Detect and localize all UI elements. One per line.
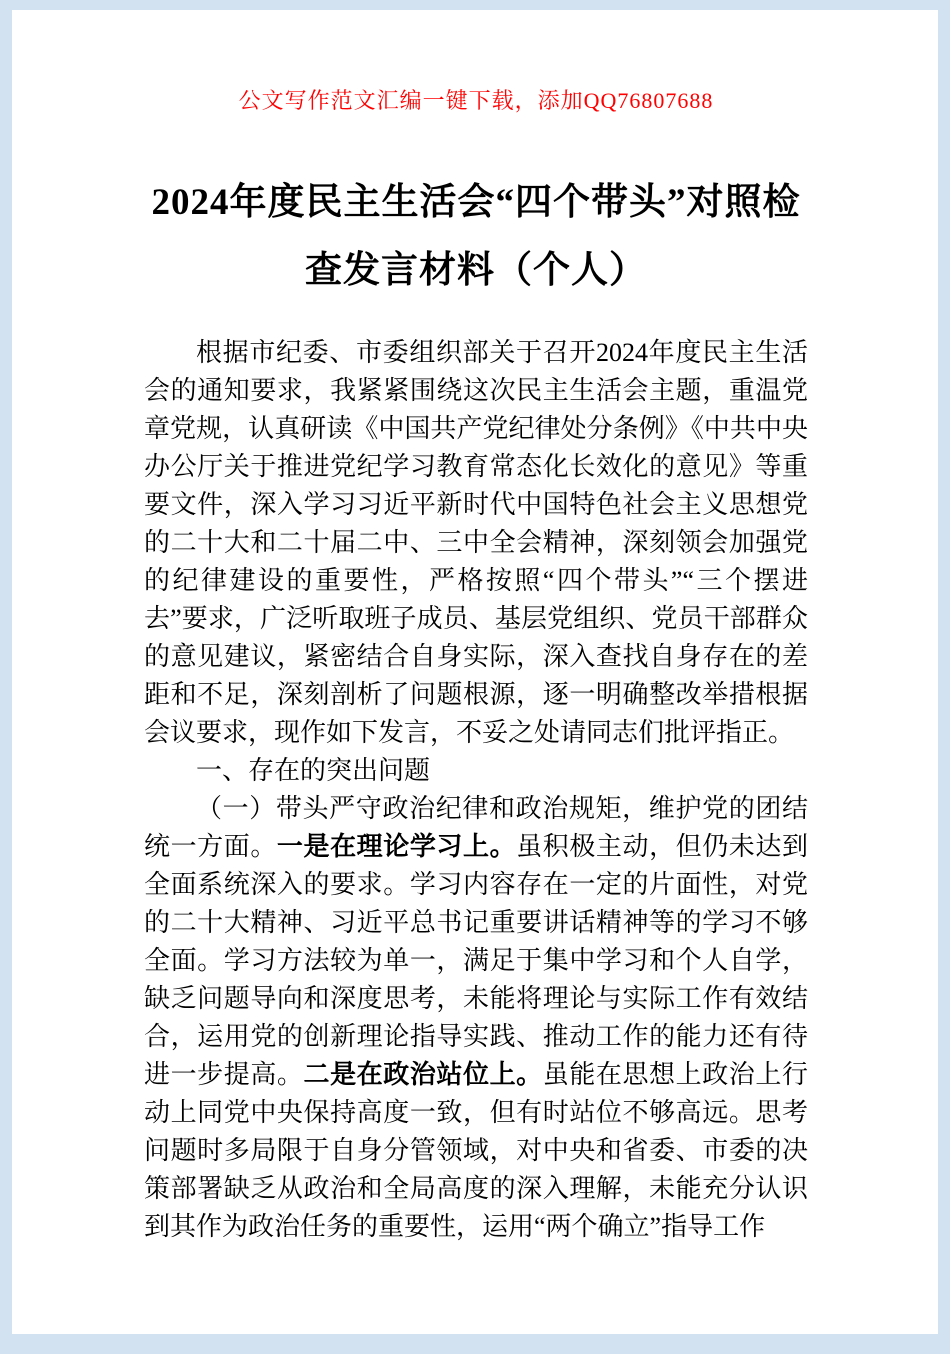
paragraph-opening xyxy=(144,334,808,752)
document-body xyxy=(144,334,808,1246)
bold-text-run: 二是在政治站位上。 xyxy=(303,1059,543,1089)
header-notice: 公文写作范文汇编一键下载，添加QQ76807688 xyxy=(238,88,714,113)
canvas-background xyxy=(0,10,950,1354)
text-run: （一）带头严守政治纪律和政治规矩，维护党的团结统一方面。 xyxy=(144,793,808,861)
document-title: 2024年度民主生活会“四个带头”对照检查发言材料（个人） xyxy=(151,182,801,292)
paragraph-section-heading xyxy=(144,752,808,790)
text-run: 虽积极主动，但仍未达到全面系统深入的要求。学习内容存在一定的片面性，对党的二十大精神、习近平总书记重要讲话精神等的学习不够全面。学习方法较为单一，满足于集中学习和个人自学，缺乏问题导向和深度思考，未能将理论与实际工作有效结合，运用党的创新理论指导实践、推动工作的能力还有待进一步提高。 xyxy=(144,831,808,1089)
text-run: 根据市纪委、市委组织部关于召开2024年度民主生活会的通知要求，我紧紧围绕这次民主生活会主题，重温党章党规，认真研读《中国共产党纪律处分条例》《中共中央办公厅关于推进党纪学习教育常态化长效化的意见》等重要文件，深入学习习近平新时代中国特色社会主义思想党的二十大和二十届二中、三中全会精神，深刻领会加强党的纪律建设的重要性，严格按照“四个带头”“三个摆进去”要求，广泛听取班子成员、基层党组织、党员干部群众的意见建议，紧密结合自身实际，深入查找自身存在的差距和不足，深刻剖析了问题根源，逐一明确整改举措根据会议要求，现作如下发言，不妥之处请同志们批评指正。 xyxy=(144,337,808,747)
paragraph-item-one xyxy=(144,790,808,1246)
text-run: 一、存在的突出问题 xyxy=(196,755,431,785)
document-page xyxy=(12,10,938,1334)
text-run: 虽能在思想上政治上行动上同党中央保持高度一致，但有时站位不够高远。思考问题时多局限于自身分管领域，对中央和省委、市委的决策部署缺乏从政治和全局高度的深入理解，未能充分认识到其作为政治任务的重要性，运用“两个确立”指导工作 xyxy=(144,1059,808,1241)
bold-text-run: 一是在理论学习上。 xyxy=(276,831,517,861)
